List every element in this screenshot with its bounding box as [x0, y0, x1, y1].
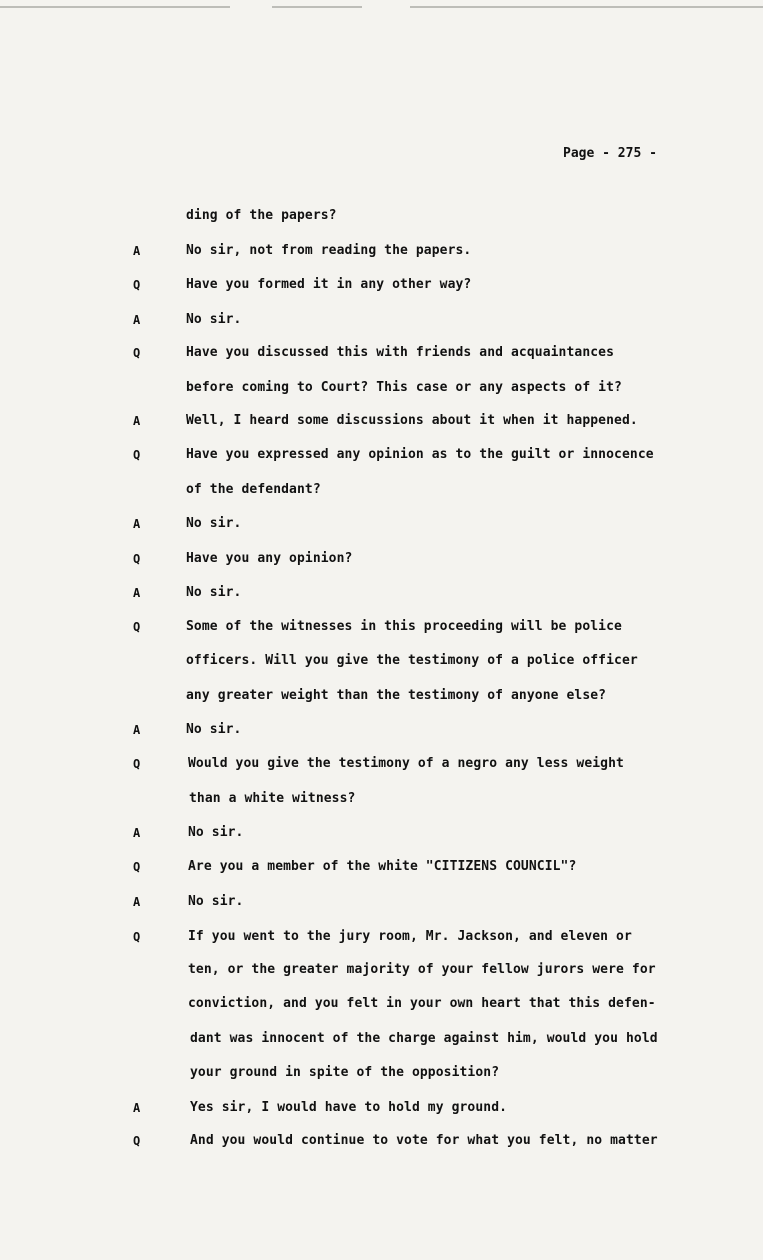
- transcript-line: Have you formed it in any other way?: [186, 277, 472, 292]
- transcript-line: No sir.: [186, 722, 242, 737]
- speaker-label: Q: [133, 448, 141, 462]
- speaker-label: Q: [133, 346, 141, 360]
- speaker-label: A: [133, 723, 141, 737]
- speaker-label: A: [133, 414, 141, 428]
- transcript-line: Have you expressed any opinion as to the guilt or innocence: [186, 447, 654, 462]
- transcript-line: No sir.: [186, 516, 242, 531]
- transcript-line: Are you a member of the white "CITIZENS COUNCIL"?: [188, 859, 577, 874]
- transcript-line: No sir.: [186, 312, 242, 327]
- transcript-line: Would you give the testimony of a negro any less weight: [188, 756, 624, 771]
- transcript-line: Some of the witnesses in this proceeding will be police: [186, 619, 622, 634]
- speaker-label: Q: [133, 552, 141, 566]
- speaker-label: A: [133, 517, 141, 531]
- transcript-line: No sir, not from reading the papers.: [186, 243, 472, 258]
- transcript-line: No sir.: [188, 894, 244, 909]
- speaker-label: Q: [133, 278, 141, 292]
- transcript-line: officers. Will you give the testimony of a police officer: [186, 653, 638, 668]
- speaker-label: Q: [133, 860, 141, 874]
- page-number: Page - 275 -: [563, 146, 657, 161]
- speaker-label: Q: [133, 757, 141, 771]
- speaker-label: A: [133, 895, 141, 909]
- transcript-line: And you would continue to vote for what you felt, no matter: [190, 1133, 658, 1148]
- transcript-line: before coming to Court? This case or any aspects of it?: [186, 380, 622, 395]
- speaker-label: Q: [133, 1134, 141, 1148]
- transcript-line: Have you discussed this with friends and acquaintances: [186, 345, 615, 360]
- transcript-line: No sir.: [188, 825, 244, 840]
- transcript-line: Have you any opinion?: [186, 551, 353, 566]
- speaker-label: A: [133, 313, 141, 327]
- speaker-label: A: [133, 586, 141, 600]
- transcript-line: your ground in spite of the opposition?: [190, 1065, 500, 1080]
- transcript-line: Yes sir, I would have to hold my ground.: [190, 1100, 508, 1115]
- transcript-line: than a white witness?: [189, 791, 356, 806]
- transcript-line: ding of the papers?: [186, 208, 337, 223]
- transcript-line: conviction, and you felt in your own heart that this defen-: [188, 996, 656, 1011]
- transcript-line: If you went to the jury room, Mr. Jackson, and eleven or: [188, 929, 632, 944]
- speaker-label: A: [133, 244, 141, 258]
- transcript-line: No sir.: [186, 585, 242, 600]
- transcript-line: Well, I heard some discussions about it when it happened.: [186, 413, 638, 428]
- transcript-line: of the defendant?: [186, 482, 321, 497]
- speaker-label: A: [133, 826, 141, 840]
- speaker-label: Q: [133, 620, 141, 634]
- transcript-line: dant was innocent of the charge against him, would you hold: [190, 1031, 658, 1046]
- transcript-line: any greater weight than the testimony of anyone else?: [186, 688, 607, 703]
- transcript-line: ten, or the greater majority of your fellow jurors were for: [188, 962, 656, 977]
- speaker-label: A: [133, 1101, 141, 1115]
- speaker-label: Q: [133, 930, 141, 944]
